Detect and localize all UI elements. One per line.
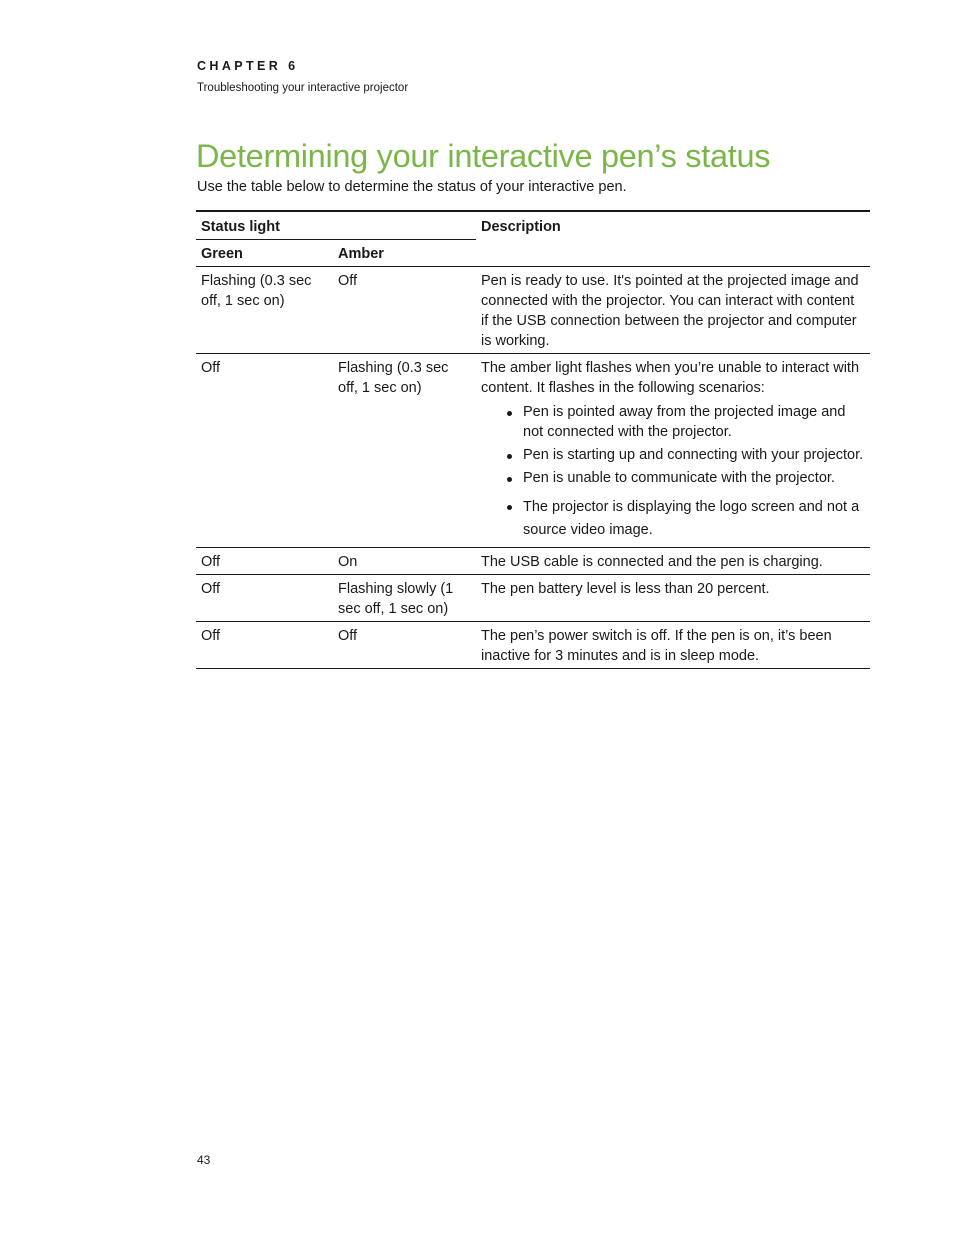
status-light-header: Status light xyxy=(196,211,476,240)
green-cell: Flashing (0.3 sec off, 1 sec on) xyxy=(196,267,333,354)
green-cell: Off xyxy=(196,575,333,622)
amber-cell: Off xyxy=(333,267,476,354)
list-item: The projector is displaying the logo screen and not a source video image. xyxy=(503,496,865,542)
table-row xyxy=(196,548,870,575)
page-number: 43 xyxy=(197,1153,211,1167)
table-row xyxy=(196,622,870,669)
amber-cell: Flashing (0.3 sec off, 1 sec on) xyxy=(333,354,476,548)
description-header: Description xyxy=(476,211,870,267)
description-cell: The USB cable is connected and the pen is charging. xyxy=(476,548,870,575)
table-header-row xyxy=(196,211,870,240)
list-item: Pen is unable to communicate with the projector. xyxy=(503,468,865,488)
intro-text: Use the table below to determine the status of your interactive pen. xyxy=(197,179,627,195)
amber-cell: Off xyxy=(333,622,476,669)
scenario-list xyxy=(481,402,865,542)
amber-cell: On xyxy=(333,548,476,575)
table-row xyxy=(196,267,870,354)
list-item: Pen is pointed away from the projected image and not connected with the projector. xyxy=(503,402,865,442)
description-text: The amber light flashes when you’re unable to interact with content. It flashes in the following scenarios: xyxy=(481,360,860,396)
amber-cell: Flashing slowly (1 sec off, 1 sec on) xyxy=(333,575,476,622)
description-cell: Pen is ready to use. It's pointed at the projected image and connected with the projector. You can interact with content if the USB connection between the projector and computer is working. xyxy=(476,267,870,354)
green-cell: Off xyxy=(196,354,333,548)
table-row xyxy=(196,575,870,622)
green-cell: Off xyxy=(196,548,333,575)
green-cell: Off xyxy=(196,622,333,669)
table-row xyxy=(196,354,870,548)
amber-header: Amber xyxy=(333,240,476,267)
chapter-subtitle: Troubleshooting your interactive projector xyxy=(197,82,409,94)
green-header: Green xyxy=(196,240,333,267)
list-item: Pen is starting up and connecting with your projector. xyxy=(503,445,865,465)
description-cell: The pen battery level is less than 20 percent. xyxy=(476,575,870,622)
page-title: Determining your interactive pen’s status xyxy=(196,138,771,174)
description-cell: The pen’s power switch is off. If the pen is on, it’s been inactive for 3 minutes and is in sleep mode. xyxy=(476,622,870,669)
chapter-label: CHAPTER 6 xyxy=(197,59,299,73)
description-cell xyxy=(476,354,870,548)
status-table xyxy=(196,210,870,669)
